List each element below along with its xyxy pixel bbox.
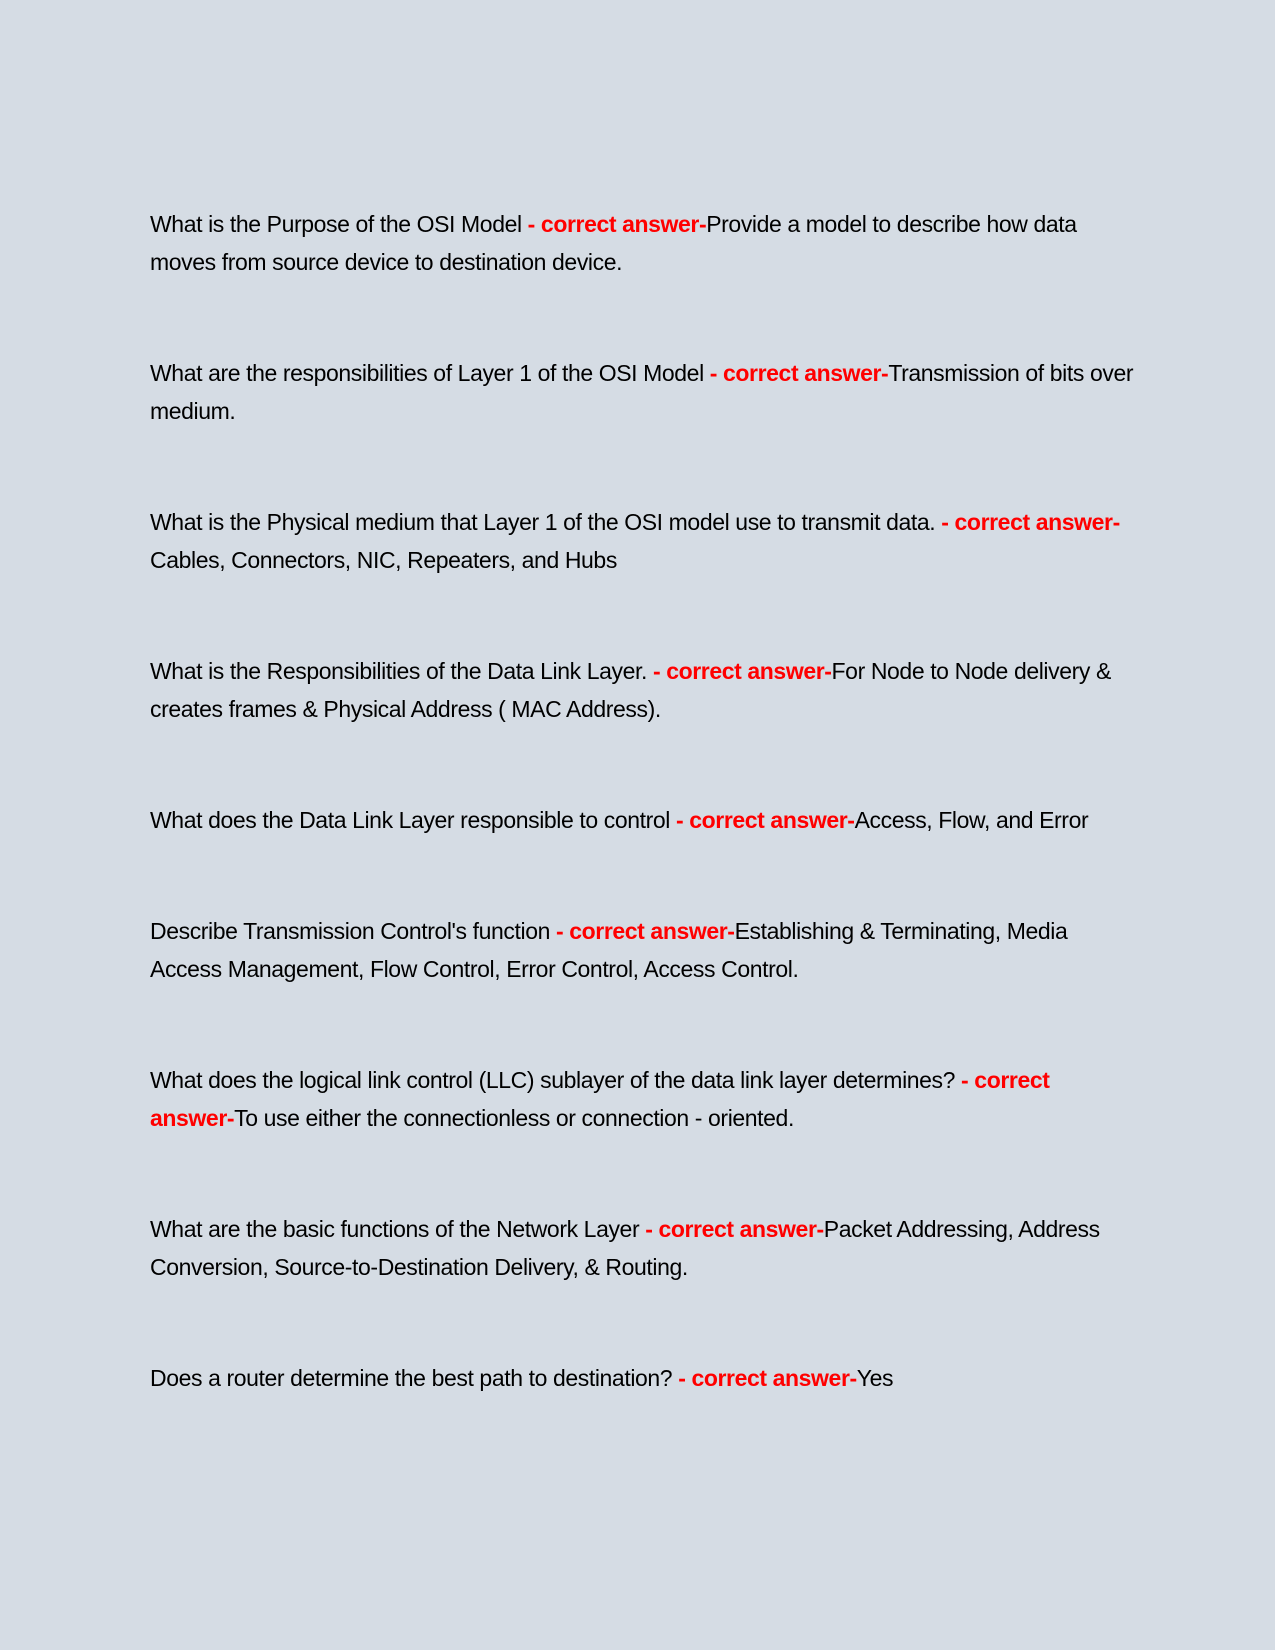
correct-answer-label: - correct answer- [150, 1067, 1050, 1131]
question-text: What are the responsibilities of Layer 1 of the OSI Model [150, 360, 710, 386]
answer-text: Establishing & Terminating, Media Access Management, Flow Control, Error Control, Access Control. [150, 918, 1068, 982]
answer-text: Packet Addressing, Address Conversion, Source-to-Destination Delivery, & Routing. [150, 1216, 1100, 1280]
correct-answer-label: - correct answer- [652, 658, 832, 684]
qa-item [150, 1359, 1135, 1397]
qa-item [150, 503, 1135, 579]
answer-text: Provide a model to describe how data moves from source device to destination device. [150, 211, 1077, 275]
question-text: What is the Physical medium that Layer 1 of the OSI model use to transmit data. [150, 509, 942, 535]
qa-item [150, 354, 1135, 430]
question-text: What is the Responsibilities of the Data Link Layer. [150, 658, 653, 684]
qa-item [150, 1210, 1135, 1286]
correct-answer-label: - correct answer- [556, 918, 735, 944]
answer-text: To use either the connectionless or connection - oriented. [234, 1105, 794, 1131]
answer-text: Transmission of bits over medium. [150, 360, 1134, 424]
document-body [150, 205, 1135, 1470]
answer-text: For Node to Node delivery & creates frames & Physical Address ( MAC Address). [150, 658, 1111, 722]
answer-text: Yes [856, 1365, 894, 1391]
question-text: What does the Data Link Layer responsible to control [150, 807, 676, 833]
question-text: Describe Transmission Control's function [150, 918, 556, 944]
qa-item [150, 801, 1135, 839]
qa-item [150, 205, 1135, 281]
correct-answer-label: - correct answer- [678, 1365, 857, 1391]
question-text: What does the logical link control (LLC) sublayer of the data link layer determines? [150, 1067, 962, 1093]
question-text: What are the basic functions of the Network Layer [150, 1216, 646, 1242]
correct-answer-label: - correct answer- [941, 509, 1120, 535]
correct-answer-label: - correct answer- [527, 211, 707, 237]
correct-answer-label: - correct answer- [709, 360, 889, 386]
correct-answer-label: - correct answer- [676, 807, 855, 833]
qa-item [150, 912, 1135, 988]
answer-text: Cables, Connectors, NIC, Repeaters, and Hubs [150, 547, 617, 573]
qa-item [150, 1061, 1135, 1137]
question-text: Does a router determine the best path to destination? [150, 1365, 679, 1391]
question-text: What is the Purpose of the OSI Model [150, 211, 528, 237]
qa-item [150, 652, 1135, 728]
correct-answer-label: - correct answer- [645, 1216, 824, 1242]
answer-text: Access, Flow, and Error [854, 807, 1089, 833]
